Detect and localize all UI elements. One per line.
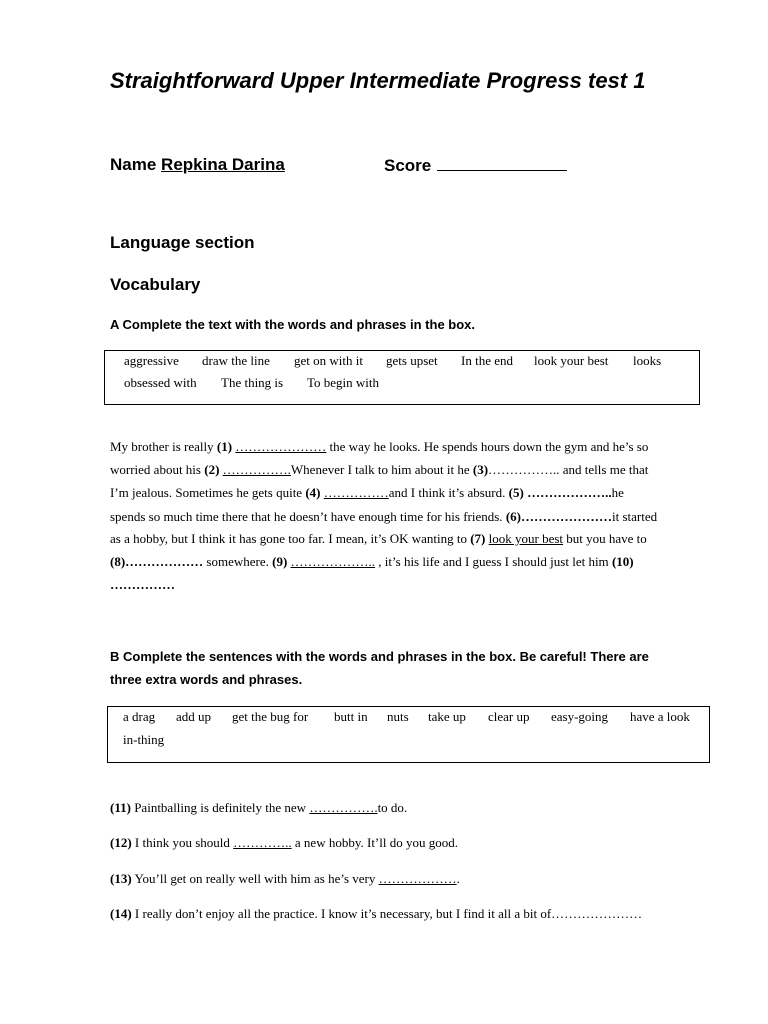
text-line-6 [110, 554, 634, 570]
sentence-text: I think you should [131, 835, 234, 850]
text-line-2 [110, 462, 648, 478]
box-word: look your best [534, 353, 609, 368]
sentence-text: Paintballing is definitely the new [130, 800, 310, 815]
text-segment: and tells me that [559, 462, 649, 477]
box-word: obsessed with [124, 375, 197, 390]
score-field [384, 155, 567, 176]
gap-number: (5) [508, 485, 524, 500]
part-b-instruction-line2: three extra words and phrases. [110, 672, 303, 687]
box-word: The thing is [221, 375, 284, 390]
sentence-14 [110, 906, 642, 922]
text-segment: worried about his [110, 462, 205, 477]
box-word: nuts [387, 709, 409, 724]
gap-blank-8: ……………… [125, 554, 204, 569]
gap-blank-1: ………………… [235, 439, 327, 454]
text-segment: spends so much time there that he doesn’t have enough time for his friends. [110, 509, 506, 524]
language-section-heading: Language section [110, 233, 255, 252]
box-word: get the bug for [232, 709, 309, 724]
box-word: butt in [334, 709, 368, 724]
sentence-number: (13) [110, 871, 132, 886]
score-blank-line [437, 155, 567, 171]
box-word: add up [176, 709, 212, 724]
text-segment: I’m jealous. Sometimes he gets quite [110, 485, 306, 500]
gap-answer-7: look your best [488, 531, 564, 546]
gap-number: (4) [305, 485, 321, 500]
text-line-1 [110, 439, 648, 455]
box-word: easy-going [551, 709, 609, 724]
text-line-5 [110, 531, 647, 547]
gap-blank-10: …………… [110, 577, 175, 592]
sentence-12 [110, 835, 458, 851]
text-segment: the way he looks. He spends hours down the gym and he’s so [326, 439, 649, 454]
sentence-blank: ………….. [233, 835, 292, 850]
text-segment: but you have to [563, 531, 647, 546]
box-word: aggressive [124, 353, 179, 368]
text-line-7 [110, 577, 175, 593]
gap-number: (2) [204, 462, 220, 477]
text-segment: it started [611, 509, 658, 524]
sentence-text: to do. [377, 800, 408, 815]
sentence-blank: ……………… [378, 871, 457, 886]
gap-number: (8) [110, 554, 126, 569]
sentence-text: I really don’t enjoy all the practice. I know it’s necessary, but I find it all a bit of [131, 906, 552, 921]
box-word: draw the line [202, 353, 270, 368]
sentence-text: You’ll get on really well with him as he’s very [131, 871, 379, 886]
name-label: Name [110, 155, 157, 174]
sentence-blank: ………………… [551, 906, 643, 921]
sentence-11 [110, 800, 407, 816]
text-line-4 [110, 509, 657, 525]
text-line-3 [110, 485, 624, 501]
gap-number: (9) [272, 554, 288, 569]
gap-blank-4: …………… [323, 485, 389, 500]
part-a-instruction: A Complete the text with the words and phrases in the box. [110, 317, 476, 332]
vocabulary-heading: Vocabulary [110, 275, 201, 294]
box-word: looks [633, 353, 662, 368]
part-b-instruction-line1: B Complete the sentences with the words and phrases in the box. Be careful! There are [110, 649, 649, 664]
text-segment: as a hobby, but I think it has gone too far. I mean, it’s OK wanting to [110, 531, 471, 546]
sentence-number: (11) [110, 800, 131, 815]
text-segment: Whenever I talk to him about it he [290, 462, 473, 477]
box-word: take up [428, 709, 466, 724]
box-word: a drag [123, 709, 156, 724]
gap-number: (1) [216, 439, 233, 454]
text-segment: and I think it’s absurd. [388, 485, 509, 500]
gap-number: (3) [472, 462, 489, 477]
word-box-a [104, 350, 700, 405]
gap-blank-2: ……………. [222, 462, 291, 477]
text-segment: My brother is really [110, 439, 217, 454]
text-segment: somewhere. [203, 554, 273, 569]
sentence-number: (12) [110, 835, 132, 850]
word-box-b [107, 706, 710, 763]
box-word: have a look [630, 709, 690, 724]
gap-number: (6) [505, 509, 521, 524]
sentence-text: . [456, 871, 460, 886]
sentence-blank: ……………. [309, 800, 378, 815]
gap-blank-9: ……………….. [290, 554, 376, 569]
sentence-number: (14) [110, 906, 132, 921]
sentence-text: a new hobby. It’ll do you good. [291, 835, 458, 850]
box-word: In the end [461, 353, 513, 368]
text-segment: he [611, 485, 624, 500]
gap-blank-6: ………………… [520, 509, 612, 524]
name-value: Repkina Darina [161, 155, 285, 174]
box-word: clear up [488, 709, 530, 724]
box-word: get on with it [294, 353, 363, 368]
box-word: gets upset [386, 353, 438, 368]
box-word: To begin with [307, 375, 380, 390]
sentence-13 [110, 871, 460, 887]
document-title: Straightforward Upper Intermediate Progress test 1 [110, 68, 646, 93]
gap-blank-3: …………….. [488, 462, 560, 477]
box-word: in-thing [123, 732, 165, 747]
name-field [110, 155, 285, 175]
score-label: Score [384, 156, 432, 175]
text-segment: , it’s his life and I guess I should just let him [375, 554, 612, 569]
gap-number: (10) [611, 554, 634, 569]
gap-blank-5: ……………….. [523, 485, 612, 500]
gap-number: (7) [470, 531, 486, 546]
